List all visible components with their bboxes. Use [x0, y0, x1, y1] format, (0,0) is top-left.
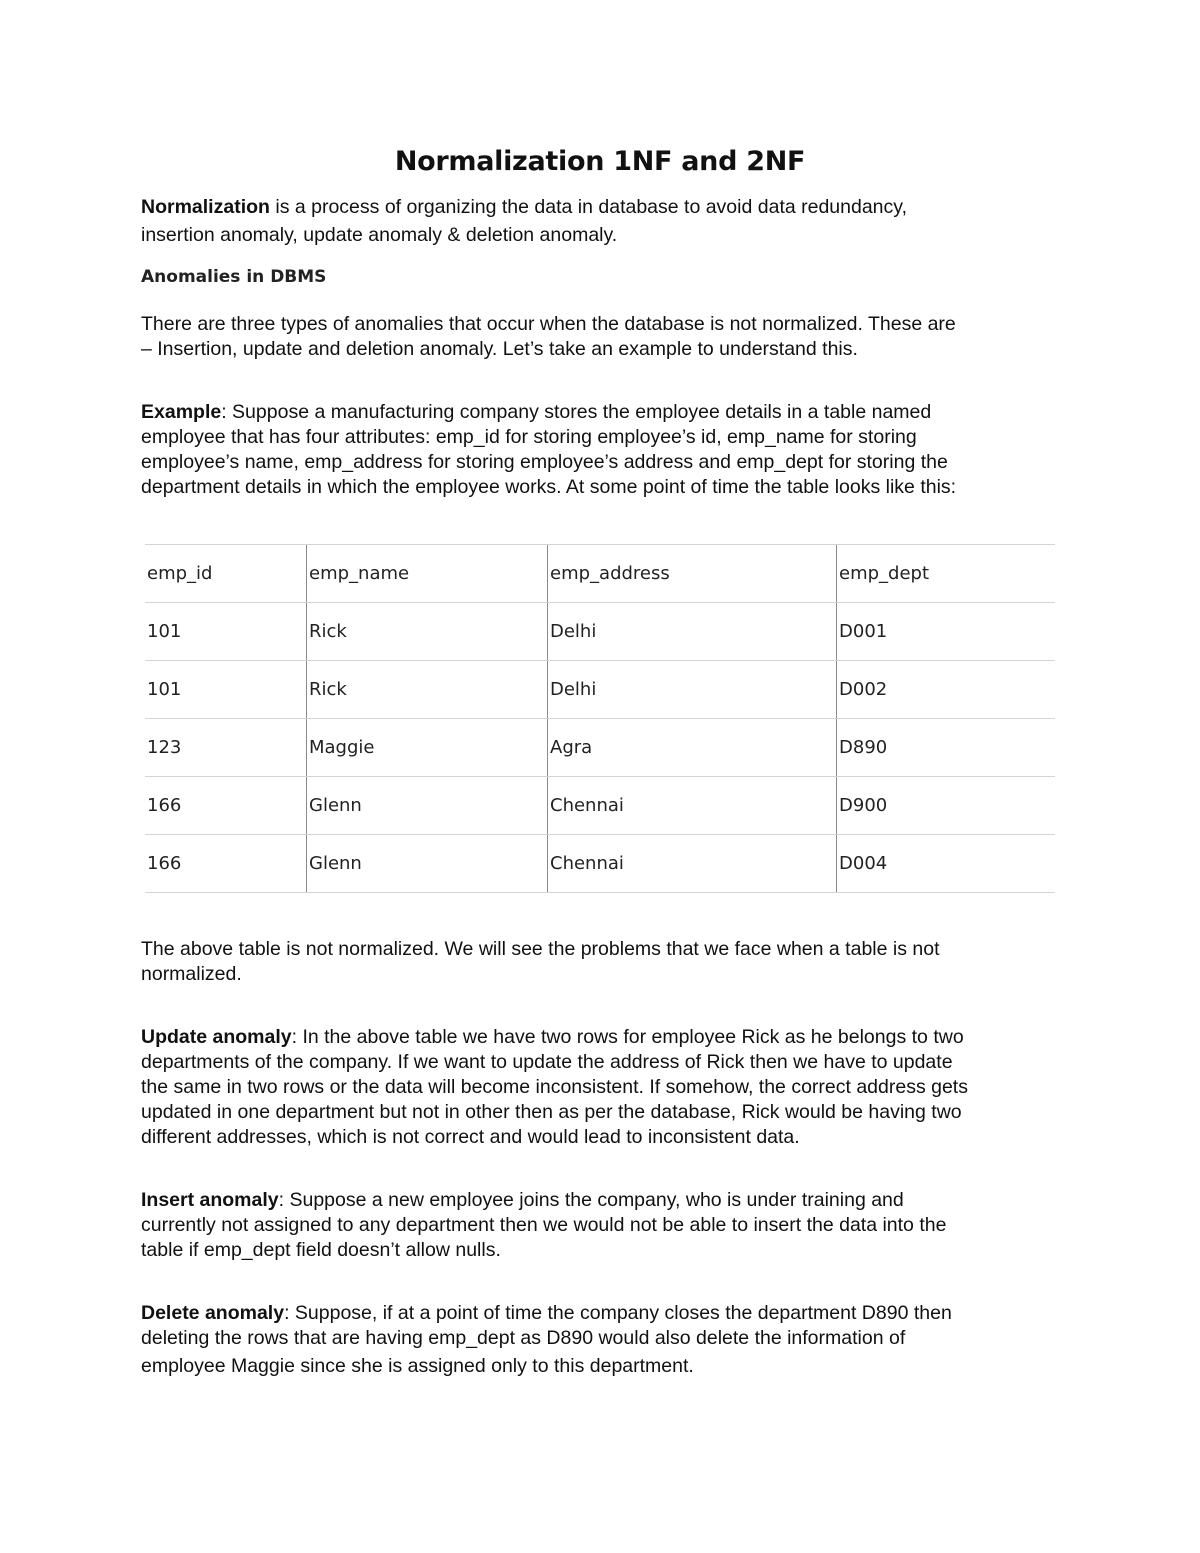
intro-paragraph [141, 195, 1059, 248]
table-cell: Glenn [307, 835, 548, 893]
insert-line3: table if emp_dept field doesn’t allow nulls. [141, 1239, 501, 1261]
delete-anomaly-paragraph [141, 1301, 1059, 1379]
table-cell: D900 [837, 777, 1056, 835]
update-anomaly-paragraph [141, 1025, 1059, 1150]
table-cell: D890 [837, 719, 1056, 777]
update-text-line1: : In the above table we have two rows for employee Rick as he belongs to two [291, 1026, 964, 1048]
anomalies-intro-paragraph [141, 312, 1059, 362]
table-cell: Rick [307, 661, 548, 719]
update-term: Update anomaly [141, 1026, 292, 1048]
insert-anomaly-paragraph [141, 1188, 1059, 1263]
table-cell: 101 [145, 661, 307, 719]
intro-text-line2: insertion anomaly, update anomaly & deletion anomaly. [141, 224, 618, 246]
update-line5: different addresses, which is not correct and would lead to inconsistent data. [141, 1126, 800, 1148]
table-cell: Maggie [307, 719, 548, 777]
insert-line2: currently not assigned to any department then we would not be able to insert the data into the [141, 1214, 947, 1236]
table-cell: D004 [837, 835, 1056, 893]
delete-line3: employee Maggie since she is assigned only to this department. [141, 1355, 694, 1377]
above-line2: normalized. [141, 963, 242, 985]
anomalies-intro-line1: There are three types of anomalies that occur when the database is not normalized. These are [141, 313, 956, 335]
table-row [145, 603, 1055, 661]
above-line1: The above table is not normalized. We will see the problems that we face when a table is not [141, 938, 940, 960]
table-row [145, 661, 1055, 719]
table-cell: Delhi [548, 603, 837, 661]
update-line3: the same in two rows or the data will become inconsistent. If somehow, the correct address gets [141, 1076, 968, 1098]
update-line2: departments of the company. If we want to update the address of Rick then we have to update [141, 1051, 953, 1073]
table-cell: 166 [145, 835, 307, 893]
example-line4: department details in which the employee works. At some point of time the table looks like this: [141, 476, 957, 498]
table-cell: Delhi [548, 661, 837, 719]
anomalies-heading: Anomalies in DBMS [141, 267, 327, 287]
header-cell: emp_id [145, 545, 307, 603]
table-cell: Agra [548, 719, 837, 777]
header-cell: emp_dept [837, 545, 1056, 603]
insert-term: Insert anomaly [141, 1189, 279, 1211]
table-cell: 123 [145, 719, 307, 777]
table-header-row [145, 545, 1055, 603]
table-cell: 101 [145, 603, 307, 661]
delete-line2: deleting the rows that are having emp_dept as D890 would also delete the information of [141, 1327, 906, 1349]
header-cell: emp_name [307, 545, 548, 603]
table-row [145, 777, 1055, 835]
example-paragraph [141, 400, 1059, 500]
header-cell: emp_address [548, 545, 837, 603]
intro-term: Normalization [141, 196, 270, 218]
page-title: Normalization 1NF and 2NF [394, 146, 806, 177]
document-page [141, 140, 1059, 1379]
above-table-paragraph [141, 937, 1059, 987]
table-cell: Rick [307, 603, 548, 661]
table-cell: D001 [837, 603, 1056, 661]
table-cell: 166 [145, 777, 307, 835]
table-cell: Chennai [548, 777, 837, 835]
table-row [145, 719, 1055, 777]
insert-text-line1: : Suppose a new employee joins the company, who is under training and [278, 1189, 904, 1211]
intro-text-line1: is a process of organizing the data in database to avoid data redundancy, [269, 196, 908, 218]
table-row [145, 835, 1055, 893]
table-cell: D002 [837, 661, 1056, 719]
example-line3: employee’s name, emp_address for storing employee’s address and emp_dept for storing the [141, 451, 948, 473]
table-cell: Chennai [548, 835, 837, 893]
employee-table [145, 544, 1055, 893]
anomalies-intro-line2: – Insertion, update and deletion anomaly. Let’s take an example to understand this. [141, 338, 858, 360]
example-line2: employee that has four attributes: emp_id for storing employee’s id, emp_name for storing [141, 426, 917, 448]
example-text-line1: : Suppose a manufacturing company stores the employee details in a table named [221, 401, 932, 423]
delete-term: Delete anomaly [141, 1302, 285, 1324]
delete-text-line1: : Suppose, if at a point of time the company closes the department D890 then [284, 1302, 952, 1324]
update-line4: updated in one department but not in other then as per the database, Rick would be having two [141, 1101, 962, 1123]
table-cell: Glenn [307, 777, 548, 835]
example-term: Example [141, 401, 222, 423]
